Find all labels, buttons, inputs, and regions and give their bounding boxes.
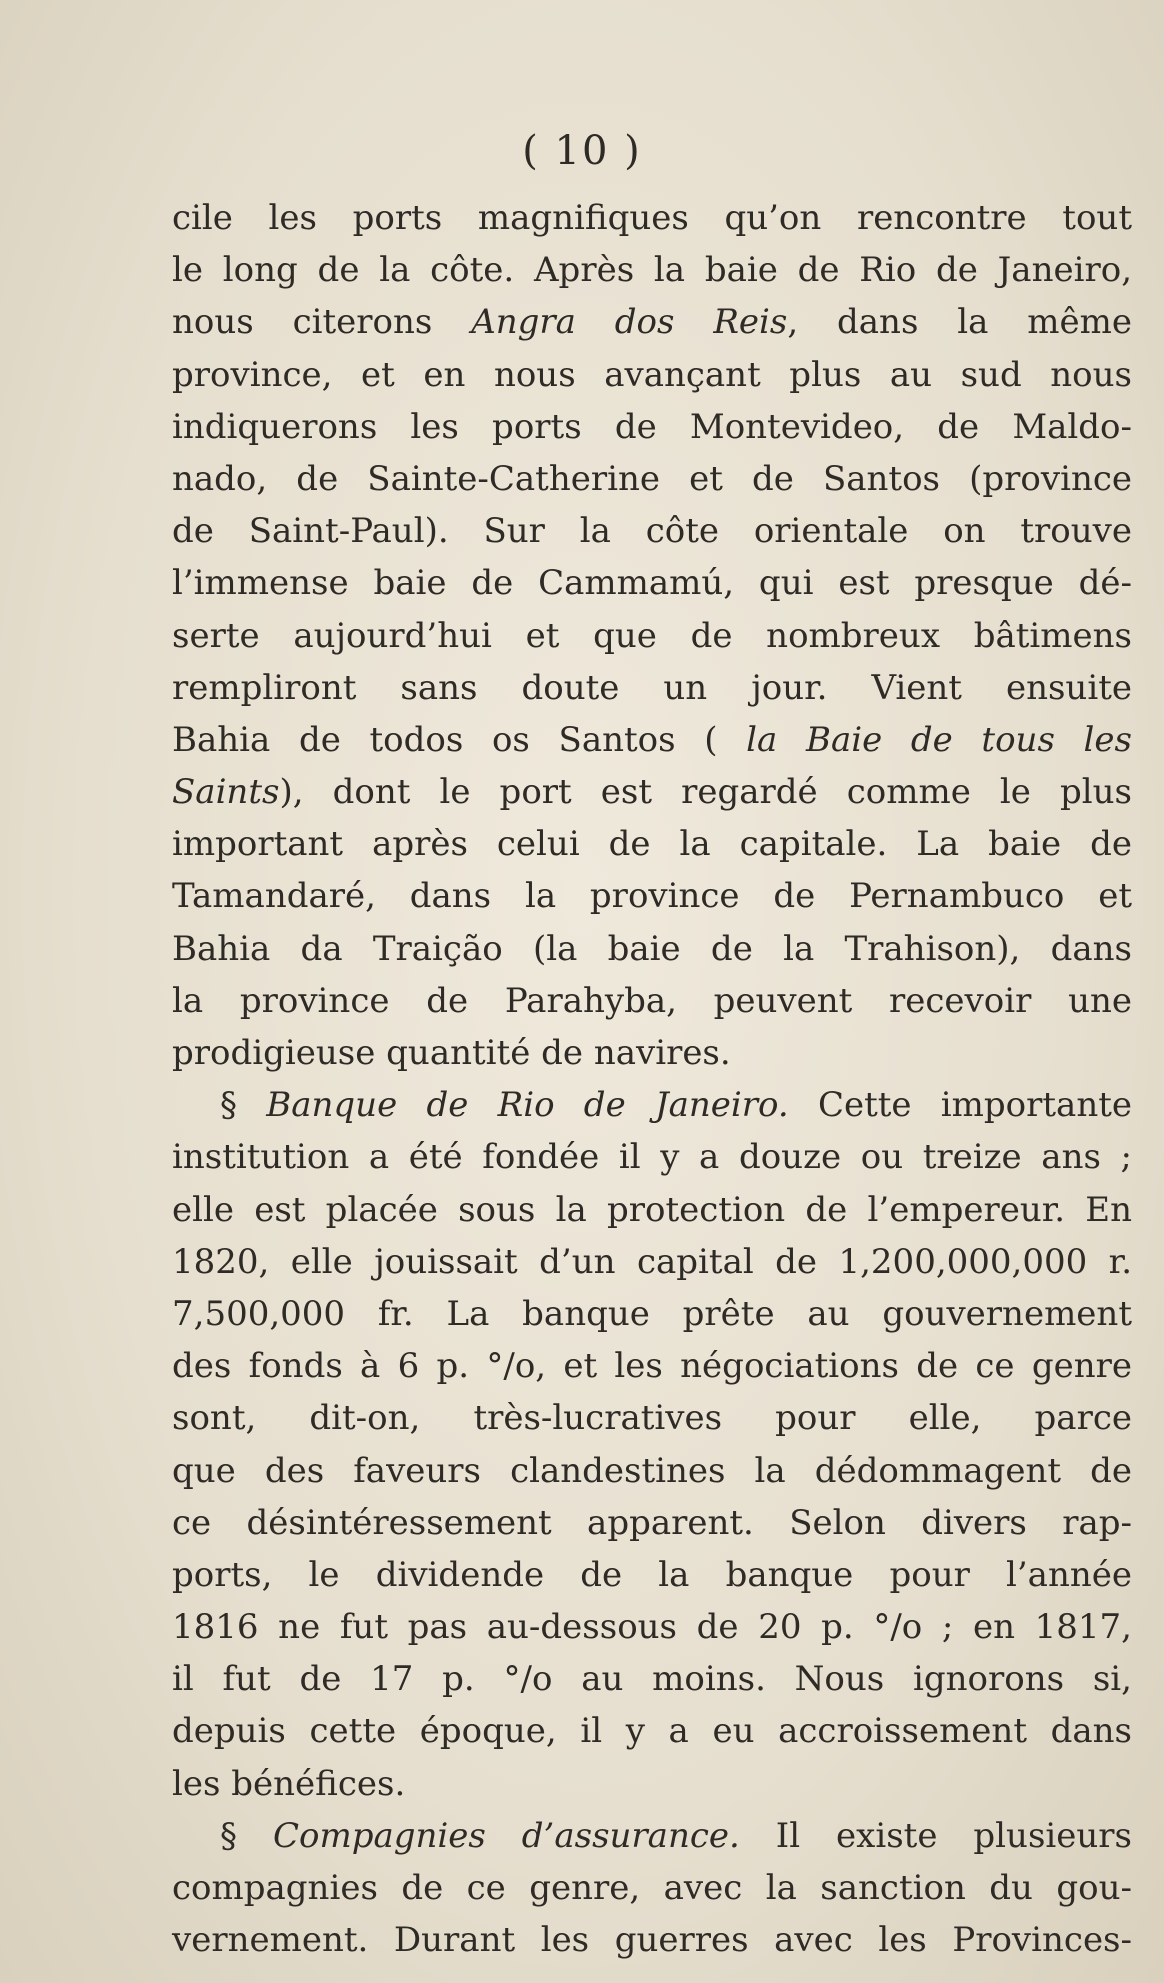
- text-line: [172, 766, 1132, 818]
- text-line: [172, 1862, 1132, 1914]
- text-segment: province, et en nous avançant plus au sud nous: [172, 354, 1132, 395]
- text-segment: des fonds à 6 p. °/o, et les négociations de ce genre: [172, 1346, 1132, 1387]
- text-segment: important après celui de la capitale. La baie de: [172, 824, 1132, 865]
- text-segment: ports, le dividende de la banque pour l’année: [172, 1554, 1132, 1595]
- text-line: [172, 1288, 1132, 1340]
- text-line: [172, 453, 1132, 505]
- italic-text: Angra dos Reis: [471, 302, 788, 343]
- text-segment: la province de Parahyba, peuvent recevoir une: [172, 980, 1132, 1021]
- text-segment: nous citerons: [172, 302, 472, 343]
- text-line: [172, 1184, 1132, 1236]
- text-line: [172, 1340, 1132, 1392]
- text-line: [172, 1027, 1132, 1079]
- text-segment: Tamandaré, dans la province de Pernambuco et: [172, 876, 1132, 917]
- text-segment: nado, de Sainte-Catherine et de Santos (province: [172, 458, 1132, 499]
- text-segment: indiquerons les ports de Montevideo, de Maldo-: [172, 406, 1132, 447]
- text-segment: de Saint-Paul). Sur la côte orientale on trouve: [172, 511, 1132, 552]
- text-segment: §: [220, 1815, 273, 1856]
- text-line: [172, 1549, 1132, 1601]
- text-segment: que des faveurs clandestines la dédommagent de: [172, 1450, 1132, 1491]
- text-segment: Bahia da Traição (la baie de la Trahison), dans: [172, 928, 1132, 969]
- text-line: [172, 505, 1132, 557]
- text-segment: le long de la côte. Après la baie de Rio de Janeiro,: [172, 250, 1132, 291]
- text-segment: depuis cette époque, il y a eu accroissement dans: [172, 1711, 1132, 1752]
- text-segment: sont, dit-on, très-lucratives pour elle, parce: [172, 1398, 1132, 1439]
- italic-text: Saints: [172, 772, 280, 813]
- text-line: [172, 1079, 1132, 1131]
- text-segment: cile les ports magnifiques qu’on rencontre tout: [172, 198, 1132, 238]
- text-segment: prodigieuse quantité de navires.: [172, 1033, 731, 1073]
- text-line: [172, 1653, 1132, 1705]
- text-segment: ce désintéressement apparent. Selon divers rap-: [172, 1502, 1132, 1543]
- text-segment: il fut de 17 p. °/o au moins. Nous ignorons si,: [172, 1659, 1132, 1700]
- text-segment: l’immense baie de Cammamú, qui est presque dé-: [172, 563, 1132, 604]
- page-number: ( 10 ): [522, 128, 642, 174]
- body-text: [172, 192, 1132, 1966]
- text-line: [172, 662, 1132, 714]
- text-line: [172, 244, 1132, 296]
- text-segment: 1816 ne fut pas au-dessous de 20 p. °/o ; en 1817,: [172, 1607, 1132, 1648]
- text-segment: Il existe plusieurs: [739, 1815, 1132, 1856]
- text-line: [172, 192, 1132, 244]
- text-line: [172, 1497, 1132, 1549]
- text-line: [172, 1810, 1132, 1862]
- text-line: [172, 1705, 1132, 1757]
- text-line: [172, 1236, 1132, 1288]
- text-line: [172, 923, 1132, 975]
- text-line: [172, 401, 1132, 453]
- text-segment: §: [220, 1085, 267, 1126]
- text-segment: rempliront sans doute un jour. Vient ensuite: [172, 667, 1132, 708]
- text-segment: elle est placée sous la protection de l’empereur. En: [172, 1189, 1132, 1230]
- text-line: [172, 1758, 1132, 1810]
- text-line: [172, 870, 1132, 922]
- text-line: [172, 1392, 1132, 1444]
- text-line: [172, 1601, 1132, 1653]
- text-line: [172, 349, 1132, 401]
- italic-text: Banque de Rio de Janeiro.: [266, 1085, 789, 1126]
- text-line: [172, 1445, 1132, 1497]
- text-segment: ), dont le port est regardé comme le plus: [279, 772, 1132, 813]
- text-line: [172, 714, 1132, 766]
- text-line: [172, 1914, 1132, 1966]
- text-line: [172, 818, 1132, 870]
- text-segment: Bahia de todos os Santos (: [172, 719, 747, 760]
- italic-text: la Baie de tous les: [746, 719, 1132, 760]
- text-segment: vernement. Durant les guerres avec les Provinces-: [172, 1920, 1132, 1961]
- text-line: [172, 1131, 1132, 1183]
- text-line: [172, 610, 1132, 662]
- text-segment: 1820, elle jouissait d’un capital de 1,200,000,000 r.: [172, 1241, 1132, 1282]
- italic-text: Compagnies d’assurance.: [272, 1815, 740, 1856]
- text-segment: serte aujourd’hui et que de nombreux bâtimens: [172, 615, 1132, 656]
- text-segment: 7,500,000 fr. La banque prête au gouvernement: [172, 1293, 1132, 1334]
- text-segment: , dans la même: [787, 302, 1132, 343]
- text-segment: les bénéfices.: [172, 1763, 406, 1804]
- text-segment: Cette importante: [788, 1085, 1133, 1126]
- text-line: [172, 296, 1132, 348]
- text-segment: compagnies de ce genre, avec la sanction du gou-: [172, 1868, 1132, 1908]
- text-line: [172, 557, 1132, 609]
- text-line: [172, 975, 1132, 1027]
- text-segment: institution a été fondée il y a douze ou treize ans ;: [172, 1137, 1132, 1178]
